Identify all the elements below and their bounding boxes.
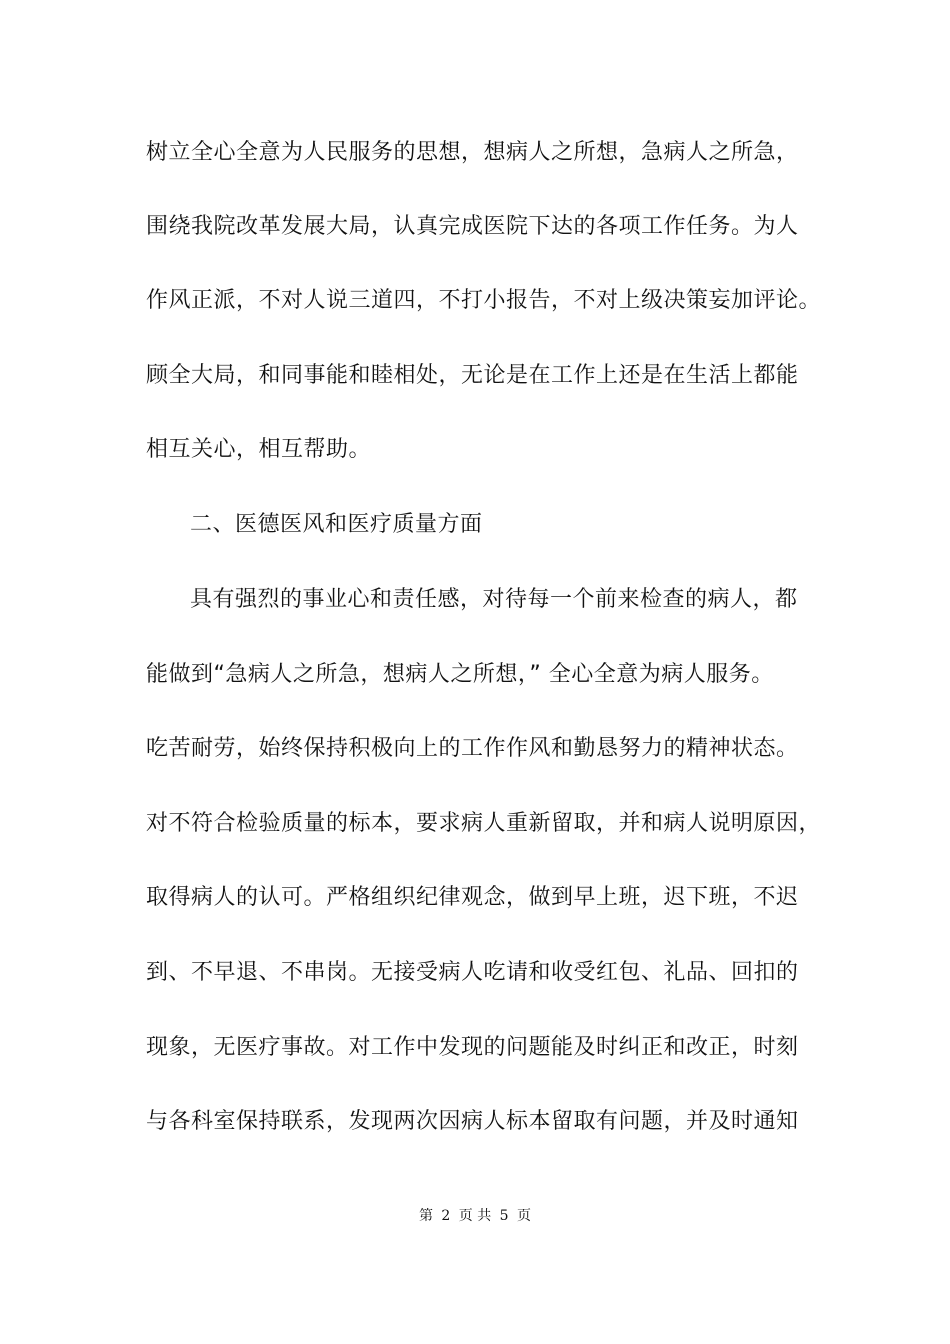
body-line-9: 吃苦耐劳，始终保持积极向上的工作作风和勤恳努力的精神状态。 (146, 736, 799, 761)
footer-suffix: 页 (517, 1208, 532, 1224)
body-line-7: 具有强烈的事业心和责任感，对待每一个前来检查的病人，都 (190, 587, 798, 612)
body-line-8: 能做到“急病人之所急，想病人之所想，” 全心全意为病人服务。 (146, 662, 774, 687)
body-line-10: 对不符合检验质量的标本，要求病人重新留取，并和病人说明原因， (146, 811, 822, 836)
body-line-11: 取得病人的认可。严格组织纪律观念，做到早上班，迟下班，不迟 (146, 885, 799, 910)
body-line-13: 现象，无医疗事故。对工作中发现的问题能及时纠正和改正，时刻 (146, 1035, 799, 1060)
body-line-2: 围绕我院改革发展大局，认真完成医院下达的各项工作任务。为人 (146, 214, 799, 239)
section-heading: 二、医德医风和医疗质量方面 (190, 512, 483, 537)
body-line-12: 到、不早退、不串岗。无接受病人吃请和收受红包、礼品、回扣的 (146, 960, 799, 985)
body-line-1: 树立全心全意为人民服务的思想，想病人之所想，急病人之所急， (146, 140, 799, 165)
body-line-5: 相互关心，相互帮助。 (146, 437, 372, 462)
body-line-14: 与各科室保持联系，发现两次因病人标本留取有问题，并及时通知 (146, 1109, 799, 1134)
footer-middle: 页 共 (458, 1208, 492, 1224)
page-footer (0, 1206, 950, 1226)
footer-current-page: 2 (441, 1208, 451, 1224)
footer-prefix: 第 (418, 1208, 433, 1224)
footer-total-pages: 5 (499, 1208, 509, 1224)
body-line-4: 顾全大局，和同事能和睦相处，无论是在工作上还是在生活上都能 (146, 363, 799, 388)
body-line-3: 作风正派，不对人说三道四，不打小报告，不对上级决策妄加评论。 (146, 288, 822, 313)
